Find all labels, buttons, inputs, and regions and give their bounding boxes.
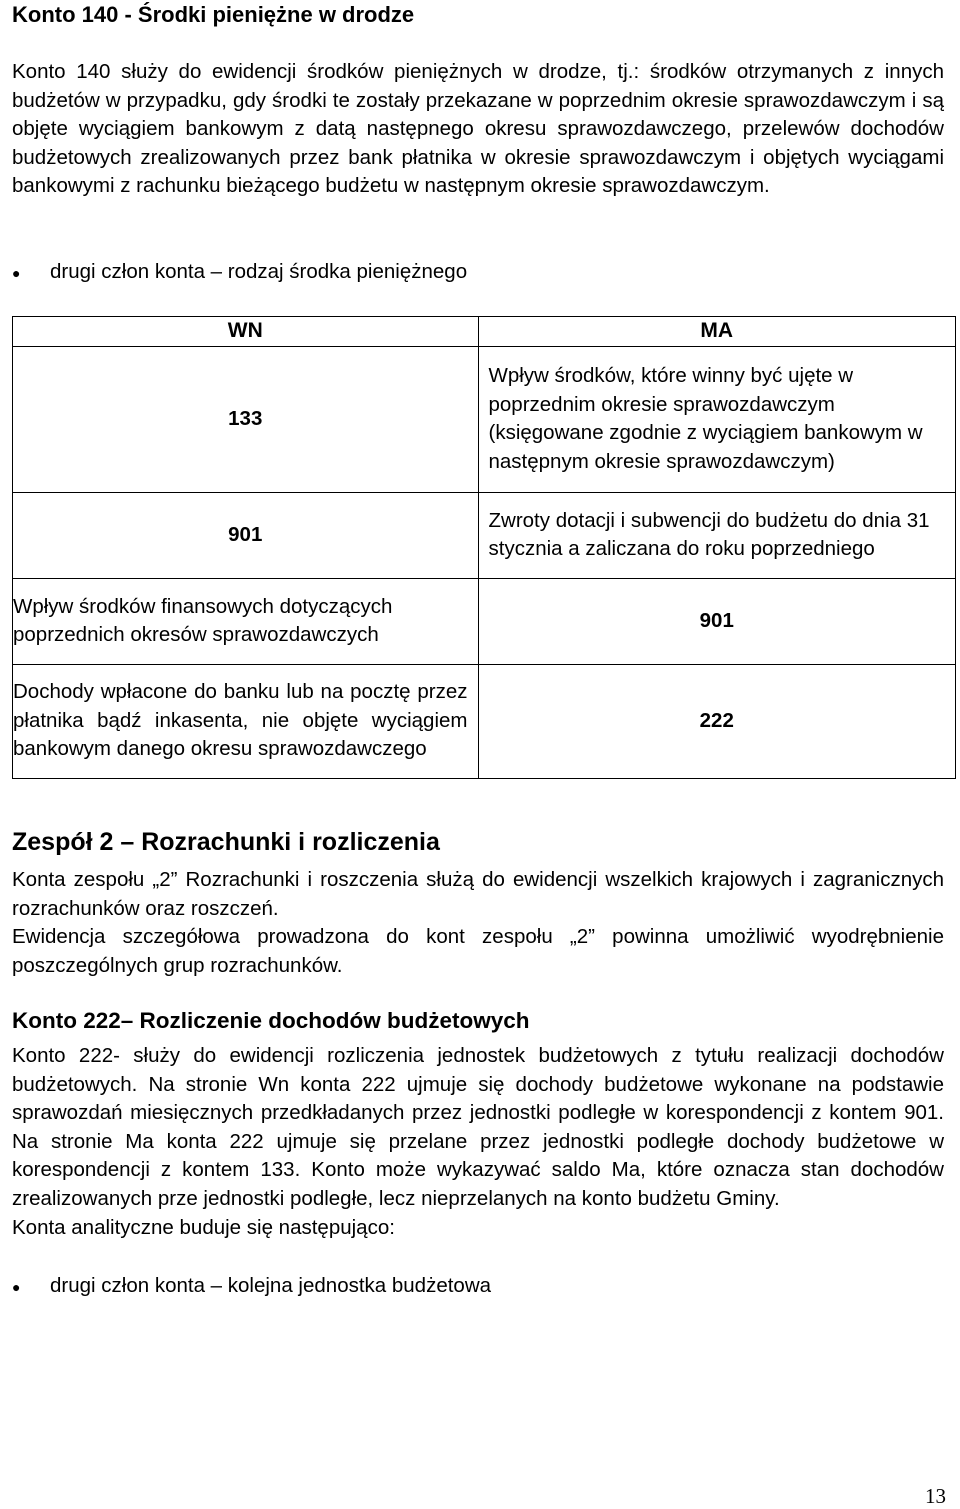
ma-cell: 222 bbox=[478, 664, 956, 778]
wn-cell: 133 bbox=[13, 346, 479, 492]
konto-222-paragraph-analytic: Konta analityczne buduje się następująco: bbox=[12, 1215, 395, 1239]
konto-222-paragraph: Konto 222- służy do ewidencji rozliczenia jednostek budżetowych z tytułu realizacji dochodów budżetowych. Na stronie Wn konta 222 ujmuje się dochody budżetowe wykonane na podstawie sprawozdań miesięcznych przedkładanych przez jednostki podległe w korespondencji z kontem 901. Na stronie Ma konta 222 ujmuje się przelane przez jednostki podległe dochody budżetowe w korespondencji z kontem 133. Konto może wykazywać saldo Ma, które oznacza stan dochodów zrealizowanych prze jednostki podległe, lecz nieprzelanych na konto budżetu Gminy. bbox=[12, 1044, 944, 1210]
wn-header: WN bbox=[13, 317, 479, 347]
wn-cell: Wpływ środków finansowych dotyczących poprzednich okresów sprawozdawczych bbox=[13, 578, 479, 664]
table-header-row bbox=[13, 317, 956, 347]
zespol-2-paragraph: Ewidencja szczegółowa prowadzona do kont zespołu „2” powinna umożliwić wyodrębnienie poszczególnych grup rozrachunków. bbox=[12, 925, 944, 977]
zespol-2-paragraph: Konta zespołu „2” Rozrachunki i roszczenia służą do ewidencji wszelkich krajowych i zagranicznych rozrachunków oraz roszczeń. bbox=[12, 868, 944, 920]
table-row bbox=[13, 492, 956, 578]
bullet-item bbox=[12, 1272, 491, 1301]
page-number: 13 bbox=[925, 1484, 946, 1508]
ma-header: MA bbox=[478, 317, 956, 347]
bullet-icon: ● bbox=[12, 1279, 21, 1295]
table-row bbox=[13, 346, 956, 492]
ma-cell: 901 bbox=[478, 578, 956, 664]
wn-cell: 901 bbox=[13, 492, 479, 578]
section-title-zespol-2: Zespół 2 – Rozrachunki i rozliczenia bbox=[12, 828, 440, 856]
konto-140-description: Konto 140 służy do ewidencji środków pieniężnych w drodze, tj.: środków otrzymanych z innych budżetów w przypadku, gdy środki te zostały przekazane w poprzednim okresie sprawozdawczym i są objęte wyciągiem bankowym z datą następnego okresu sprawozdawczego, przelewów dochodów budżetowych zrealizowanych przez bank płatnika w okresie sprawozdawczym i objętych wyciągami bankowymi z rachunku bieżącego budżetu w następnym okresie sprawozdawczym. bbox=[12, 60, 944, 198]
ma-cell: Wpływ środków, które winny być ujęte w poprzednim okresie sprawozdawczym (księgowane zgodnie z wyciągiem bankowym w następnym okresie sprawozdawczym) bbox=[478, 346, 956, 492]
table-row bbox=[13, 664, 956, 778]
table-row bbox=[13, 578, 956, 664]
section-title-konto-222: Konto 222– Rozliczenie dochodów budżetowych bbox=[12, 1008, 530, 1033]
bullet-icon: ● bbox=[12, 265, 21, 281]
section-title-konto-140: Konto 140 - Środki pieniężne w drodze bbox=[12, 2, 415, 27]
bullet-item bbox=[12, 258, 467, 287]
bullet-text: drugi człon konta – kolejna jednostka budżetowa bbox=[50, 1274, 492, 1297]
konto-222-description bbox=[12, 1042, 944, 1242]
konto-140-table bbox=[12, 316, 956, 779]
ma-cell: Zwroty dotacji i subwencji do budżetu do dnia 31 stycznia a zaliczana do roku poprzedniego bbox=[478, 492, 956, 578]
wn-cell: Dochody wpłacone do banku lub na pocztę przez płatnika bądź inkasenta, nie objęte wyciągiem bankowym danego okresu sprawozdawczego bbox=[13, 664, 479, 778]
bullet-text: drugi człon konta – rodzaj środka pieniężnego bbox=[50, 260, 468, 283]
zespol-2-description bbox=[12, 866, 944, 980]
